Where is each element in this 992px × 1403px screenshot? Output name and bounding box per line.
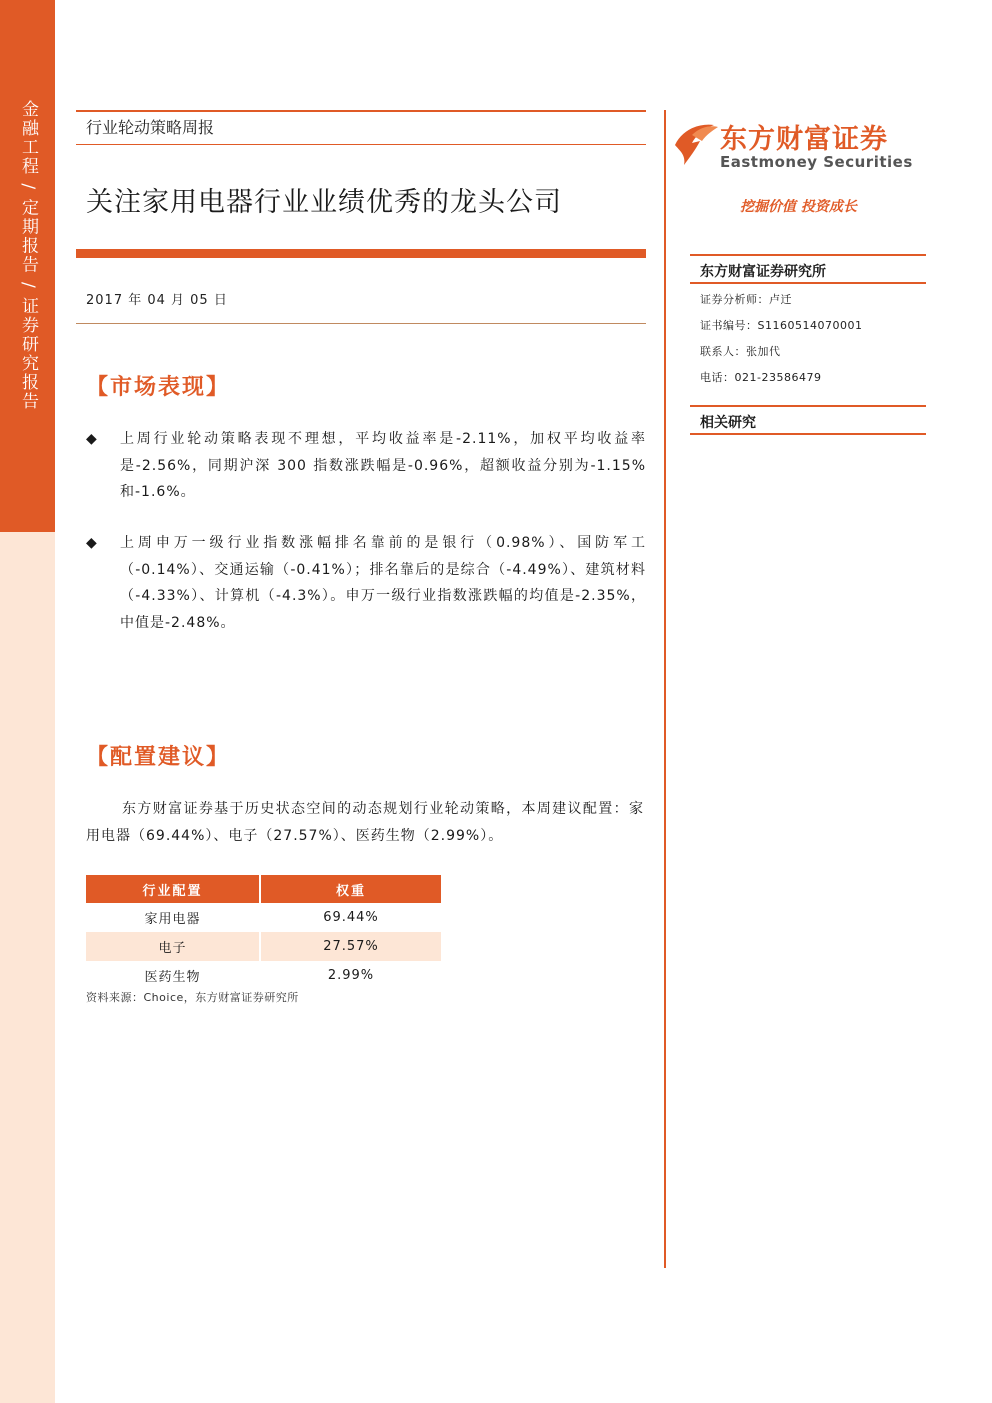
table-cell: 69.44% [323, 910, 379, 925]
brand-name-cn: 东方财富证券 [720, 124, 888, 155]
contact-person: 联系人：张加代 [700, 345, 781, 358]
brand-name-en: Eastmoney Securities [720, 153, 913, 171]
table-source: 资料来源：Choice，东方财富证券研究所 [86, 991, 299, 1004]
related-research-title: 相关研究 [700, 415, 756, 431]
report-date: 2017 年 04 月 05 日 [86, 293, 228, 308]
table-header-industry: 行业配置 [86, 875, 260, 903]
bullet-text: 上周行业轮动策略表现不理想，平均收益率是-2.11%，加权平均收益率是-2.56%，同期沪深 300 指数涨跌幅是-0.96%，超额收益分别为-1.15%和-1.6%。 [120, 431, 646, 500]
table-cell: 电子 [86, 932, 260, 961]
institute-top-rule [690, 254, 926, 256]
market-bullet-2 [86, 530, 646, 636]
table-cell: 27.57% [260, 932, 441, 961]
table-header-row [86, 875, 441, 903]
institute-rule [690, 282, 926, 284]
table-header-weight: 权重 [260, 875, 441, 903]
sidebar-category-text: 金融工程 / 定期报告 / 证券研究报告 [18, 100, 38, 412]
institute-name: 东方财富证券研究所 [700, 264, 826, 280]
cert-number: 证书编号：S1160514070001 [700, 319, 863, 332]
phone-number: 电话：021-23586479 [700, 371, 822, 384]
column-divider [664, 110, 666, 1268]
brand-slogan: 挖掘价值 投资成长 [740, 199, 857, 215]
related-rule [690, 433, 926, 435]
table-cell: 家用电器 [86, 903, 260, 932]
header-rule [76, 144, 646, 145]
title-accent-bar [76, 249, 646, 258]
allocation-paragraph: 东方财富证券基于历史状态空间的动态规划行业轮动策略，本周建议配置：家用电器（69.44%）、电子（27.57%）、医药生物（2.99%）。 [86, 801, 644, 844]
related-top-rule [690, 405, 926, 407]
table-row [86, 961, 441, 990]
table-cell: 2.99% [327, 968, 375, 983]
table-row [86, 932, 441, 961]
report-title: 关注家用电器行业业绩优秀的龙头公司 [86, 187, 562, 218]
table-cell: 医药生物 [86, 961, 260, 990]
date-rule [76, 323, 646, 324]
allocation-table [86, 875, 441, 990]
bullet-diamond-icon: ◆ [86, 431, 98, 447]
market-heading: 【市场表现】 [86, 375, 231, 400]
sidebar-band-light [0, 532, 55, 1403]
header-top-rule [76, 110, 646, 112]
table-row [86, 903, 441, 932]
bullet-diamond-icon: ◆ [86, 535, 98, 551]
bullet-text: 上周申万一级行业指数涨幅排名靠前的是银行（0.98%）、国防军工（-0.14%）、交通运输（-0.41%）；排名靠后的是综合（-4.49%）、建筑材料（-4.33%）、计算机（-4.3%）。申万一级行业指数涨跌幅的均值是-2.35%，中值是-2.48%。 [120, 535, 646, 631]
analyst-name: 证券分析师：卢迁 [700, 293, 792, 306]
market-bullet-1 [86, 426, 646, 506]
report-series: 行业轮动策略周报 [86, 118, 215, 137]
allocation-heading: 【配置建议】 [86, 745, 231, 770]
